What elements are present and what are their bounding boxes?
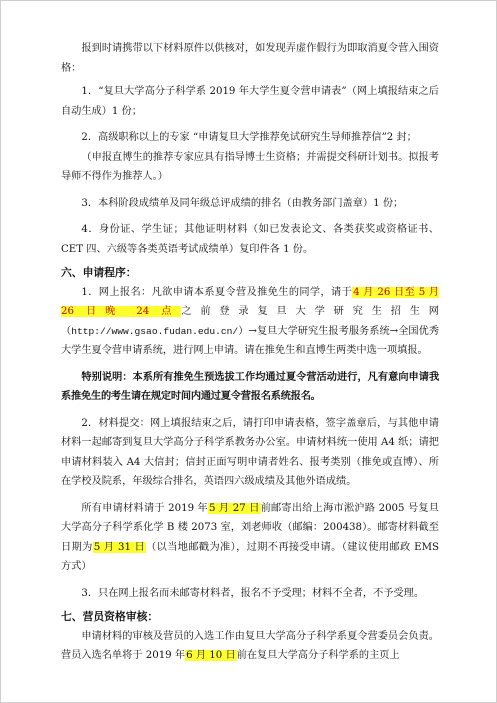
item-1-post: ）→复旦大学研究生报考服务系统→全国优秀大学生夏令营申请系统，进行网上申请。请在推免生和直博生两类中选一项填报。 bbox=[61, 325, 440, 356]
mail-post: （以当地邮戳为准），过期不再接受申请。（建议使用邮政 EMS 方式） bbox=[61, 541, 439, 572]
material-item-4: 4．身份证、学生证；其他证明材料（如已发表论文、各类获奖或资格证书、CET 四、六级等各类英语考试成绩单）复印件各 1 份。 bbox=[61, 224, 439, 255]
special-notice: 特别说明：本系所有推免生预选拔工作均通过夏令营活动进行，凡有意向申请我系推免生的考生请在规定时间内通过夏令营报名系统报名。 bbox=[61, 370, 439, 402]
section-7-heading: 七、营员资格审核： bbox=[61, 610, 159, 623]
item-1-mid: 之前登录复旦大学研究生招生网（ bbox=[61, 306, 439, 337]
section-7-pre: 申请材料的审核及营员的入选工作由复旦大学高分子科学系夏令营委员会负责。营员入选名单将于 2019 年 bbox=[61, 630, 439, 661]
item-1-pre: 1．网上报名：凡欲申请本系夏令营及推免生的同学，请于 bbox=[81, 286, 353, 298]
deadline-highlight: 5 月 31 日 bbox=[93, 541, 146, 553]
admission-site-link[interactable]: http://www.gsao.fudan.edu.cn/ bbox=[71, 325, 239, 337]
mail-instructions bbox=[61, 499, 439, 577]
material-item-2: 2．高级职称以上的专家 “申请复旦大学推荐免试研究生导师推荐信”2 封； bbox=[81, 132, 417, 143]
mail-pre: 所有申请材料请于 2019 年 bbox=[81, 502, 208, 514]
material-item-2-note: （申报直博生的推荐专家应具有指导博士生资格；并需提交科研计划书。拟报考导师不得作为推荐人。） bbox=[61, 151, 439, 182]
mail-date-highlight: 5 月 27 日 bbox=[208, 502, 260, 514]
material-item-1: 1．“复旦大学高分子科学系 2019 年大学生夏令营申请表”（网上填报结束之后自动生成）1 份； bbox=[61, 86, 439, 117]
document-body bbox=[61, 39, 439, 666]
section-6-item-2: 2．材料提交：网上填报结束之后，请打印申请表格，签字盖章后，与其他申请材料一起邮寄到复旦大学高分子科学系教务办公室。申请材料统一使用 A4 纸；请把申请材料装入 A4 大信封；信封正面写明申请者姓名、报考类别（推免或直博）、所在学校及院系，年级综合排名，英语四六级成绩及其他外语成绩。 bbox=[61, 417, 439, 487]
intro-paragraph: 报到时请携带以下材料原件以供核对，如发现弄虚作假行为即取消夏令营入围资格： bbox=[61, 43, 439, 74]
section-6-item-1 bbox=[61, 283, 439, 361]
section-7-post: 前在复旦大学高分子科学系的主页上 bbox=[236, 650, 400, 661]
section-6-heading: 六、申请程序： bbox=[61, 266, 137, 279]
material-item-3: 3．本科阶段成绩单及同年级总评成绩的排名（由教务部门盖章）1 份； bbox=[81, 197, 404, 209]
mail-mid: 前邮寄出给上海市淞沪路 2005 号复旦大学高分子科学系化学 B 楼 2073 室，刘老师收（邮编：200438）。邮寄材料截至日期为 bbox=[61, 502, 439, 553]
result-date-highlight: 6 月 10 日 bbox=[186, 650, 236, 661]
section-7-body bbox=[61, 627, 439, 666]
apply-period-highlight: 4 月 26 日至 5 月 26 日晚 24 点 bbox=[61, 286, 439, 317]
section-6-item-3: 3．只在网上报名而未邮寄材料者，报名不予受理；材料不全者，不予受理。 bbox=[81, 587, 425, 599]
